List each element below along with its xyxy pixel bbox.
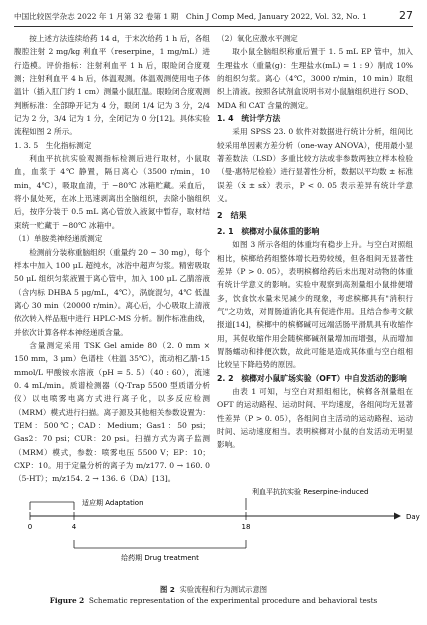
figure-caption-en xyxy=(14,596,413,605)
subheading: （1）单胺类神经递质测定 xyxy=(14,234,103,244)
figure-caption-zh xyxy=(14,585,413,595)
paragraph: 按上述方法连续给药 14 d，于末次给药 1 h 后，各组腹腔注射 2 mg/kg 利血平（reserpine，1 mg/mL）进行造模。评价指标：注射利血平 1 h 后，眼睑闭合度观测；注射利血平 4 h 后，体温观测。体温观测使用电子体温计（插入肛门约 1 cm）测量小鼠肛温。眼睑闭合度观测判断标准：全部睁开记为 4 分，眼闭 1/4 记为 3 分，2/4 记为 2 分，3/4 记为 1 分，全闭记为 0 分[12]。具体实验流程如图 2 所示。 xyxy=(14,34,210,137)
paragraph: 由表 1 可知，与空白对照组相比，槟榔各剂量组在 OFT 的运动路程、运动时间、平均速度，各组间均无显著性差异（P > 0. 05），各组间自主活动的运动路程、运动时间、运动速度相当。表明槟榔对小鼠的自发活动无明显影响。 xyxy=(217,386,413,450)
running-header xyxy=(14,9,413,23)
axis-arrowhead xyxy=(394,513,401,520)
right-column xyxy=(217,32,413,452)
axis-day-label: Day xyxy=(406,513,420,521)
section-heading: 2 结果 xyxy=(217,211,247,221)
paragraph: 检测前分装称重脑组织（重量约 20 ~ 30 mg），每个样本中加入 100 μL 超纯水，冰浴中超声匀浆。精密吸取 50 μL 组织匀浆液置于离心管中，加入 100 μL 乙腈溶液（含内标 DHBA 5 μg/mL，4℃），涡旋混匀，4℃ 低温离心 30 min（20000 r/min）。离心后，小心吸取上清液依次转入样品瓶中进行 HPLC-MS 分析。制作标准曲线，并依次计算各样本神经递质含量。 xyxy=(14,247,210,337)
caption-number: Figure 2 xyxy=(49,596,85,605)
caption-text: 实验流程和行为测试示意图 xyxy=(179,585,268,594)
tick-label-0: 0 xyxy=(27,523,33,531)
tick-label-18: 18 xyxy=(241,523,251,531)
paragraph: 如图 3 所示各组的体重均有稳步上升。与空白对照组相比，槟榔给药组整体增长趋势较缓，但各组间无显著性差异（P > 0. 05），表明槟榔给药后未出现对动物的体重有统计学意义的影响。实验中观察到高剂量组小鼠排便增多，饮食饮水量未见减少的现象，考虑槟榔具有"消积行气"之功效，对胃肠道消化具有促进作用。且结合参考文献报道[14]，槟榔中的槟榔碱可远端活肠平滑肌具有收缩作用，其促收缩作用会随槟榔碱剂量增加而增强，从而增加胃肠蠕动和排便次数，故此可能是造成其体重与空白组相比较呈下降趋势的原因。 xyxy=(217,240,413,370)
adaptation-label: 适应期 Adaptation xyxy=(82,499,144,507)
subheading: （2）氧化应激水平测定 xyxy=(217,34,298,43)
section-heading: 1. 4 统计学方法 xyxy=(217,114,281,124)
drug-treatment-label: 给药期 Drug treatment xyxy=(121,554,199,562)
paragraph: 取小鼠全脑组织称重后置于 1. 5 mL EP 管中，加入生理盐水（重量(g)：生理盐水(mL) = 1 : 9）制成 10% 的组织匀浆。离心（4℃，3000 r/min，10 min）取组织上清液。按照各试剂盒说明书对小鼠脑组织进行 SOD、MDA 和 CAT 含量的测定。 xyxy=(217,47,413,110)
subsection-heading: 2. 2 槟榔对小鼠旷场实验（OFT）中自发活动的影响 xyxy=(217,373,407,383)
subsection-heading: 1. 3. 5 生化指标测定 xyxy=(14,140,92,150)
paragraph: 含量测定采用 TSK Gel amide 80（2. 0 mm × 150 mm，3 μm）色谱柱（柱温 35℃），流动相乙腈-15 mmol/L 甲酸铵水溶液（pH = 5. 5）（40 : 60），流速 0. 4 mL/min。质谱检测器（Q-Trap 5500 型质谱分析仪）以电喷雾电离方式进行离子化，以多反应检测（MRM）模式进行扫描。离子源及其他相关参数设置为：TEM：500℃；CAD：Medium；Gas1：50 psi；Gas2：70 psi；CUR：20 psi。扫描方式为离子监测（MRM）模式，参数：喷雾电压 5500 V；EP：10；CXP：10。用于定量分析的离子为 m/z177. 0 → 160. 0（5-HT）；m/z154. 2 → 136. 6（DA）[13]。 xyxy=(14,340,210,484)
header-rule xyxy=(14,26,413,27)
journal-citation: 中国比较医学杂志 2022 年 1 月第 32 卷第 1 期 Chin J Comp Med, January 2022, Vol. 32, No. 1 xyxy=(14,12,367,21)
paragraph: 利血平抗抗实验观测指标检测后进行取材，小鼠取血，血浆于 4℃ 静置，隔日离心（3500 r/min，10 min，4℃），吸取血清，于 −80℃ 冰箱贮藏。采血后，将小鼠处死，在冰上迅速剥离出全脑组织，去除小脑组织后，按序分装于 0.5 mL 离心管放入液氮中暂存，取材结束统一贮藏于 −80℃ 冰箱中。 xyxy=(14,154,210,230)
paragraph: 采用 SPSS 23. 0 软件对数据进行统计分析，组间比较采用单因素方差分析（one-way ANOVA），使用最小显著差数法（LSD）多重比较方法或非参数两独立样本检验（曼-惠特尼检验）进行显著性分析，数据以平均数 ± 标准误差（x̄ ± sx̄）表示，P < 0. 05 表示差异有统计学意义。 xyxy=(217,127,414,204)
left-column xyxy=(14,32,210,486)
timeline-diagram xyxy=(14,482,420,582)
caption-text: Schematic representation of the experimental procedure and behavioral tests xyxy=(88,596,378,605)
subsection-heading: 2. 1 槟榔对小鼠体重的影响 xyxy=(217,226,320,236)
reserpine-label: 利血平抗抗实验 Reserpine-induced xyxy=(252,488,369,496)
figure-2 xyxy=(14,482,420,605)
page-number: 27 xyxy=(399,9,413,22)
caption-number: 图 2 xyxy=(159,585,175,594)
tick-label-4: 4 xyxy=(71,523,77,531)
